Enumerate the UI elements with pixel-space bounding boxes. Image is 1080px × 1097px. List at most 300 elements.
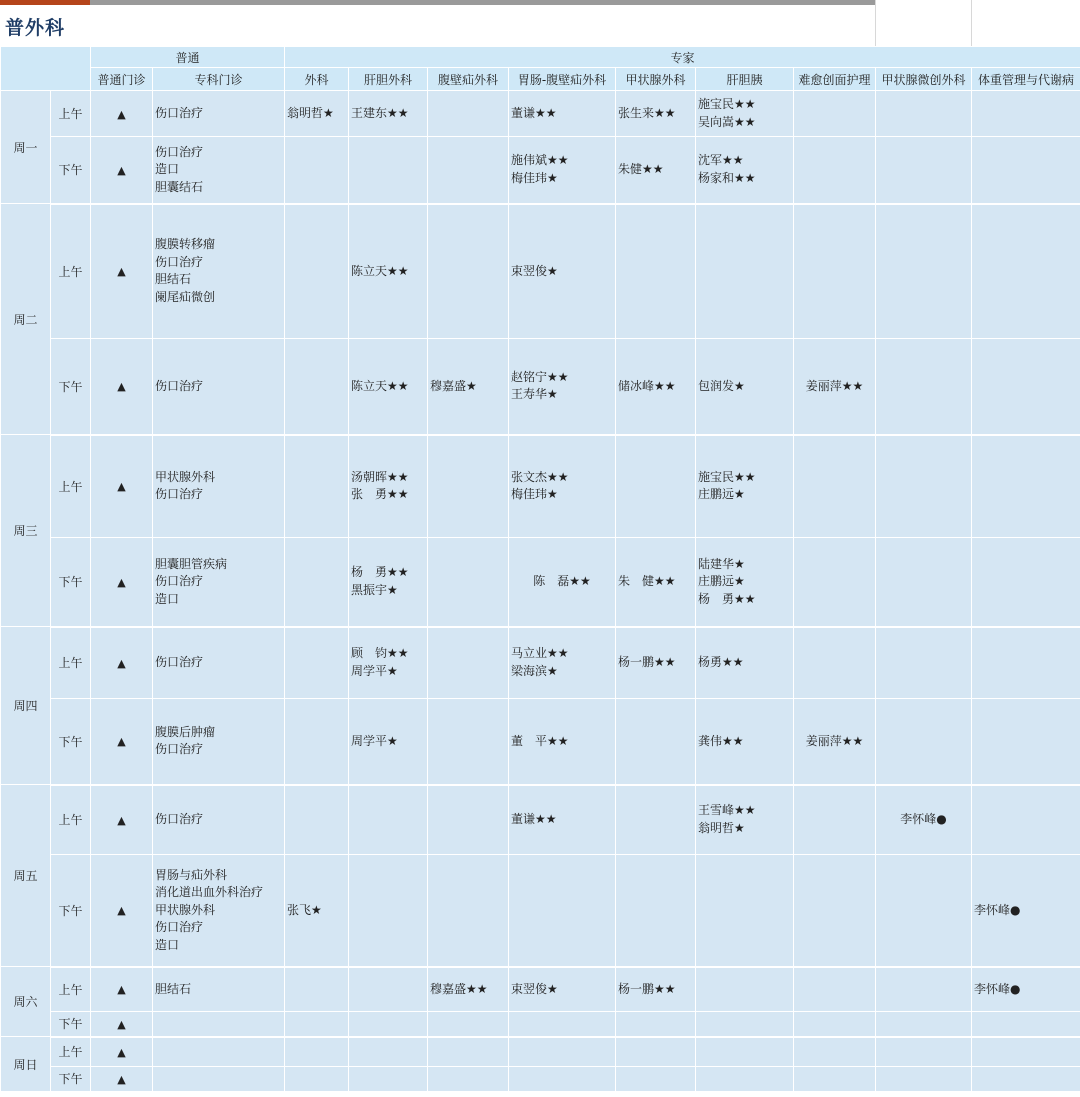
expert-cell <box>349 1012 428 1037</box>
expert-cell <box>696 627 794 699</box>
expert-cell <box>285 204 349 339</box>
expert-cell <box>285 1037 349 1067</box>
expert-cell <box>794 137 876 204</box>
expert-cell <box>285 785 349 855</box>
expert-cell <box>509 435 616 538</box>
expert-cell <box>794 435 876 538</box>
specialty-item: 伤口治疗 <box>155 655 204 669</box>
time-cell: 下午 <box>51 538 91 627</box>
top-accent-bar <box>0 0 875 5</box>
expert-cell <box>349 538 428 627</box>
expert-cell <box>696 699 794 785</box>
expert-cell <box>349 204 428 339</box>
expert-cell <box>972 137 1080 204</box>
expert-cell <box>349 699 428 785</box>
triangle-marker-icon: ▲ <box>117 1072 126 1086</box>
time-cell: 上午 <box>51 785 91 855</box>
expert-cell <box>509 538 616 627</box>
triangle-marker-icon: ▲ <box>117 107 126 121</box>
expert-cell <box>616 627 696 699</box>
expert-cell <box>696 339 794 435</box>
specialty-item: 伤口治疗 <box>155 742 204 757</box>
expert-cell <box>428 627 509 699</box>
doctor-name: 梅佳玮★ <box>511 487 558 502</box>
time-cell: 上午 <box>51 627 91 699</box>
doctor-name: 吴向嵩★★ <box>698 114 756 129</box>
expert-cell <box>428 204 509 339</box>
doctor-name: 张生来★★ <box>618 105 676 120</box>
expert-cell <box>349 1067 428 1092</box>
general-clinic-cell <box>91 204 153 339</box>
expert-cell <box>285 137 349 204</box>
doctor-name: 姜丽萍★★ <box>805 378 864 393</box>
header-row-groups <box>1 47 1080 68</box>
general-clinic-cell <box>91 785 153 855</box>
doctor-name: 张飞★ <box>287 902 322 917</box>
doctor-name: 董谦★★ <box>511 105 557 120</box>
expert-cell <box>876 435 972 538</box>
day-cell: 周一 <box>1 91 51 204</box>
time-cell: 下午 <box>51 699 91 785</box>
expert-cell <box>285 339 349 435</box>
time-cell: 上午 <box>51 1037 91 1067</box>
doctor-name: 束翌俊★ <box>511 263 558 278</box>
doctor-name: 汤朝晖★★ <box>351 469 409 484</box>
expert-cell <box>696 967 794 1012</box>
day-cell: 周日 <box>1 1037 51 1092</box>
specialty-item: 伤口治疗 <box>155 574 204 588</box>
expert-cell <box>696 204 794 339</box>
expert-cell <box>509 855 616 967</box>
expert-cell <box>972 435 1080 538</box>
col-header: 专科门诊 <box>153 68 285 91</box>
doctor-name: 顾 钧★★ <box>351 646 409 661</box>
expert-cell <box>428 855 509 967</box>
doctor-name: 李怀峰● <box>900 812 947 826</box>
expert-cell <box>349 91 428 137</box>
doctor-name: 龚伟★★ <box>698 733 744 748</box>
specialty-item: 造口 <box>155 591 180 606</box>
specialty-clinic-cell <box>153 699 285 785</box>
doctor-name: 梅佳玮★ <box>511 170 558 185</box>
general-clinic-cell <box>91 1067 153 1092</box>
specialty-item: 胆囊胆管疾病 <box>155 556 228 571</box>
specialty-clinic-cell <box>153 538 285 627</box>
specialty-item: 腹膜后肿瘤 <box>155 724 216 739</box>
expert-cell <box>972 699 1080 785</box>
doctor-name: 庄鹏远★ <box>698 487 745 502</box>
doctor-name: 翁明哲★ <box>698 820 745 835</box>
expert-cell <box>509 967 616 1012</box>
col-header: 难愈创面护理 <box>794 68 876 91</box>
general-clinic-cell <box>91 627 153 699</box>
header-blank-cell <box>875 0 972 46</box>
expert-cell <box>616 1037 696 1067</box>
triangle-marker-icon: ▲ <box>117 813 126 827</box>
doctor-name: 储冰峰★★ <box>618 378 676 393</box>
table-row <box>1 435 1080 538</box>
general-clinic-cell <box>91 435 153 538</box>
expert-cell <box>876 1012 972 1037</box>
expert-cell <box>349 137 428 204</box>
specialty-item: 伤口治疗 <box>155 920 204 934</box>
header-group-expert: 专家 <box>285 47 1080 68</box>
table-row <box>1 1012 1080 1037</box>
expert-cell <box>349 785 428 855</box>
col-header: 体重管理与代谢病 <box>972 68 1080 91</box>
expert-cell <box>972 967 1080 1012</box>
expert-cell <box>794 967 876 1012</box>
doctor-name: 束翌俊★ <box>511 981 558 996</box>
doctor-name: 杨勇★★ <box>698 655 744 669</box>
doctor-name: 杨一鹏★★ <box>618 981 676 996</box>
time-cell: 下午 <box>51 137 91 204</box>
doctor-name: 赵铭宁★★ <box>511 369 569 384</box>
expert-cell <box>794 339 876 435</box>
expert-cell <box>349 855 428 967</box>
triangle-marker-icon: ▲ <box>117 575 126 589</box>
expert-cell <box>972 1037 1080 1067</box>
specialty-clinic-cell <box>153 137 285 204</box>
expert-cell <box>509 785 616 855</box>
doctor-name: 张文杰★★ <box>511 469 569 484</box>
doctor-name: 姜丽萍★★ <box>805 733 864 748</box>
col-header: 普通门诊 <box>91 68 153 91</box>
col-header: 甲状腺微创外科 <box>876 68 972 91</box>
expert-cell <box>349 967 428 1012</box>
day-cell: 周二 <box>1 204 51 435</box>
doctor-name: 王雪峰★★ <box>698 803 756 818</box>
triangle-marker-icon: ▲ <box>117 1045 126 1059</box>
expert-cell <box>616 785 696 855</box>
expert-cell <box>428 435 509 538</box>
expert-cell <box>285 627 349 699</box>
specialty-item: 甲状腺外科 <box>155 902 216 917</box>
doctor-name: 梁海滨★ <box>511 663 558 678</box>
triangle-marker-icon: ▲ <box>117 480 126 494</box>
header-blank-cell <box>971 0 1080 46</box>
expert-cell <box>428 967 509 1012</box>
expert-cell <box>428 1067 509 1092</box>
expert-cell <box>285 855 349 967</box>
expert-cell <box>794 785 876 855</box>
doctor-name: 陈立天★★ <box>351 263 409 278</box>
expert-cell <box>696 1037 794 1067</box>
expert-cell <box>509 627 616 699</box>
col-header: 外科 <box>285 68 349 91</box>
specialty-item: 伤口治疗 <box>155 144 204 159</box>
expert-cell <box>696 785 794 855</box>
table-row <box>1 967 1080 1012</box>
expert-cell <box>876 967 972 1012</box>
doctor-name: 陈立天★★ <box>351 378 409 393</box>
specialty-clinic-cell <box>153 1012 285 1037</box>
doctor-name: 杨家和★★ <box>698 170 756 185</box>
expert-cell <box>876 91 972 137</box>
col-header: 肝胆胰 <box>696 68 794 91</box>
expert-cell <box>972 627 1080 699</box>
expert-cell <box>616 204 696 339</box>
specialty-clinic-cell <box>153 435 285 538</box>
expert-cell <box>616 699 696 785</box>
expert-cell <box>285 967 349 1012</box>
triangle-marker-icon: ▲ <box>117 265 126 279</box>
specialty-item: 伤口治疗 <box>155 254 204 269</box>
triangle-marker-icon: ▲ <box>117 904 126 918</box>
doctor-name: 王建东★★ <box>351 105 409 120</box>
expert-cell <box>616 1067 696 1092</box>
time-cell: 上午 <box>51 967 91 1012</box>
expert-cell <box>876 538 972 627</box>
table-row <box>1 339 1080 435</box>
expert-cell <box>794 538 876 627</box>
doctor-name: 黑振宇★ <box>351 582 398 597</box>
expert-cell <box>696 91 794 137</box>
expert-cell <box>972 339 1080 435</box>
expert-cell <box>972 1012 1080 1037</box>
specialty-clinic-cell <box>153 967 285 1012</box>
expert-cell <box>794 1037 876 1067</box>
header-group-general: 普通 <box>91 47 285 68</box>
expert-cell <box>972 785 1080 855</box>
expert-cell <box>428 137 509 204</box>
expert-cell <box>509 137 616 204</box>
specialty-clinic-cell <box>153 339 285 435</box>
expert-cell <box>285 1012 349 1037</box>
expert-cell <box>876 137 972 204</box>
doctor-name: 施伟斌★★ <box>511 153 569 168</box>
doctor-name: 李怀峰● <box>974 902 1021 917</box>
time-cell: 下午 <box>51 855 91 967</box>
expert-cell <box>285 91 349 137</box>
doctor-name: 陈 磊★★ <box>533 574 591 588</box>
specialty-clinic-cell <box>153 91 285 137</box>
doctor-name: 朱健★★ <box>618 162 664 176</box>
doctor-name: 周学平★ <box>351 733 398 748</box>
doctor-name: 张 勇★★ <box>351 487 409 502</box>
doctor-name: 杨 勇★★ <box>698 591 756 606</box>
expert-cell <box>616 538 696 627</box>
table-row <box>1 137 1080 204</box>
expert-cell <box>428 91 509 137</box>
specialty-item: 胃肠与疝外科 <box>155 867 228 882</box>
doctor-name: 庄鹏远★ <box>698 574 745 588</box>
expert-cell <box>285 435 349 538</box>
expert-cell <box>428 785 509 855</box>
specialty-item: 腹膜转移瘤 <box>155 237 216 252</box>
expert-cell <box>285 1067 349 1092</box>
expert-cell <box>972 91 1080 137</box>
specialty-item: 胆结石 <box>155 981 192 996</box>
general-clinic-cell <box>91 1012 153 1037</box>
col-header: 腹壁疝外科 <box>428 68 509 91</box>
expert-cell <box>616 137 696 204</box>
col-header: 胃肠-腹壁疝外科 <box>509 68 616 91</box>
doctor-name: 马立业★★ <box>511 646 569 661</box>
specialty-item: 伤口治疗 <box>155 812 204 826</box>
doctor-name: 沈军★★ <box>698 153 744 168</box>
doctor-name: 周学平★ <box>351 663 398 678</box>
time-cell: 上午 <box>51 435 91 538</box>
doctor-name: 杨 勇★★ <box>351 565 409 580</box>
doctor-name: 陆建华★ <box>698 556 745 571</box>
triangle-marker-icon: ▲ <box>117 656 126 670</box>
triangle-marker-icon: ▲ <box>117 735 126 749</box>
table-row <box>1 91 1080 137</box>
time-cell: 下午 <box>51 339 91 435</box>
expert-cell <box>616 91 696 137</box>
schedule-table <box>0 46 1080 1093</box>
triangle-marker-icon: ▲ <box>117 983 126 997</box>
expert-cell <box>428 339 509 435</box>
expert-cell <box>428 1012 509 1037</box>
doctor-name: 朱 健★★ <box>618 574 676 588</box>
doctor-name: 李怀峰● <box>974 981 1021 996</box>
expert-cell <box>616 967 696 1012</box>
expert-cell <box>876 339 972 435</box>
time-cell: 下午 <box>51 1067 91 1092</box>
expert-cell <box>616 435 696 538</box>
expert-cell <box>794 91 876 137</box>
expert-cell <box>876 1037 972 1067</box>
general-clinic-cell <box>91 855 153 967</box>
specialty-item: 甲状腺外科 <box>155 469 216 484</box>
specialty-clinic-cell <box>153 785 285 855</box>
expert-cell <box>696 855 794 967</box>
expert-cell <box>349 627 428 699</box>
expert-cell <box>794 627 876 699</box>
expert-cell <box>794 1067 876 1092</box>
table-row <box>1 699 1080 785</box>
expert-cell <box>509 1012 616 1037</box>
day-cell: 周六 <box>1 967 51 1037</box>
expert-cell <box>876 855 972 967</box>
expert-cell <box>794 204 876 339</box>
expert-cell <box>616 339 696 435</box>
table-row <box>1 627 1080 699</box>
table-row <box>1 1037 1080 1067</box>
specialty-clinic-cell <box>153 855 285 967</box>
general-clinic-cell <box>91 91 153 137</box>
table-row <box>1 855 1080 967</box>
doctor-name: 董谦★★ <box>511 812 557 826</box>
expert-cell <box>696 137 794 204</box>
specialty-item: 胆囊结石 <box>155 179 204 194</box>
doctor-name: 穆嘉盛★ <box>430 378 477 393</box>
triangle-marker-icon: ▲ <box>117 1017 126 1031</box>
header-corner <box>1 47 91 91</box>
expert-cell <box>794 1012 876 1037</box>
expert-cell <box>972 204 1080 339</box>
header-row-columns <box>1 68 1080 91</box>
general-clinic-cell <box>91 137 153 204</box>
expert-cell <box>509 204 616 339</box>
expert-cell <box>616 1012 696 1037</box>
specialty-item: 伤口治疗 <box>155 487 204 502</box>
specialty-clinic-cell <box>153 204 285 339</box>
specialty-item: 造口 <box>155 162 180 176</box>
specialty-item: 造口 <box>155 937 180 952</box>
expert-cell <box>876 627 972 699</box>
expert-cell <box>509 91 616 137</box>
doctor-name: 施宝民★★ <box>698 97 756 111</box>
page-title: 普外科 <box>5 17 66 39</box>
expert-cell <box>876 204 972 339</box>
general-clinic-cell <box>91 699 153 785</box>
col-header: 甲状腺外科 <box>616 68 696 91</box>
expert-cell <box>794 855 876 967</box>
expert-cell <box>794 699 876 785</box>
expert-cell <box>509 1037 616 1067</box>
specialty-item: 伤口治疗 <box>155 105 204 120</box>
expert-cell <box>696 1067 794 1092</box>
expert-cell <box>349 339 428 435</box>
expert-cell <box>285 699 349 785</box>
time-cell: 上午 <box>51 91 91 137</box>
specialty-clinic-cell <box>153 1037 285 1067</box>
specialty-item: 阑尾疝微创 <box>155 289 216 304</box>
time-cell: 下午 <box>51 1012 91 1037</box>
specialty-clinic-cell <box>153 1067 285 1092</box>
expert-cell <box>876 699 972 785</box>
expert-cell <box>349 435 428 538</box>
general-clinic-cell <box>91 339 153 435</box>
expert-cell <box>349 1037 428 1067</box>
table-row <box>1 204 1080 339</box>
expert-cell <box>876 1067 972 1092</box>
expert-cell <box>428 699 509 785</box>
general-clinic-cell <box>91 538 153 627</box>
triangle-marker-icon: ▲ <box>117 163 126 177</box>
expert-cell <box>972 538 1080 627</box>
expert-cell <box>509 1067 616 1092</box>
day-cell: 周五 <box>1 785 51 967</box>
expert-cell <box>972 855 1080 967</box>
expert-cell <box>509 699 616 785</box>
col-header: 肝胆外科 <box>349 68 428 91</box>
specialty-item: 伤口治疗 <box>155 378 204 393</box>
expert-cell <box>285 538 349 627</box>
expert-cell <box>876 785 972 855</box>
time-cell: 上午 <box>51 204 91 339</box>
doctor-name: 翁明哲★ <box>287 105 334 120</box>
specialty-item: 胆结石 <box>155 272 192 287</box>
expert-cell <box>972 1067 1080 1092</box>
doctor-name: 施宝民★★ <box>698 469 756 484</box>
doctor-name: 包润发★ <box>698 378 745 393</box>
specialty-clinic-cell <box>153 627 285 699</box>
expert-cell <box>696 435 794 538</box>
expert-cell <box>696 1012 794 1037</box>
expert-cell <box>616 855 696 967</box>
expert-cell <box>428 538 509 627</box>
day-cell: 周三 <box>1 435 51 627</box>
triangle-marker-icon: ▲ <box>117 380 126 394</box>
doctor-name: 王寿华★ <box>511 387 558 402</box>
expert-cell <box>428 1037 509 1067</box>
top-accent-mark <box>0 0 90 5</box>
specialty-item: 消化道出血外科治疗 <box>155 885 264 899</box>
expert-cell <box>509 339 616 435</box>
table-row <box>1 785 1080 855</box>
table-row <box>1 1067 1080 1092</box>
doctor-name: 杨一鹏★★ <box>618 655 676 669</box>
general-clinic-cell <box>91 1037 153 1067</box>
expert-cell <box>696 538 794 627</box>
table-row <box>1 538 1080 627</box>
doctor-name: 穆嘉盛★★ <box>430 981 488 996</box>
general-clinic-cell <box>91 967 153 1012</box>
